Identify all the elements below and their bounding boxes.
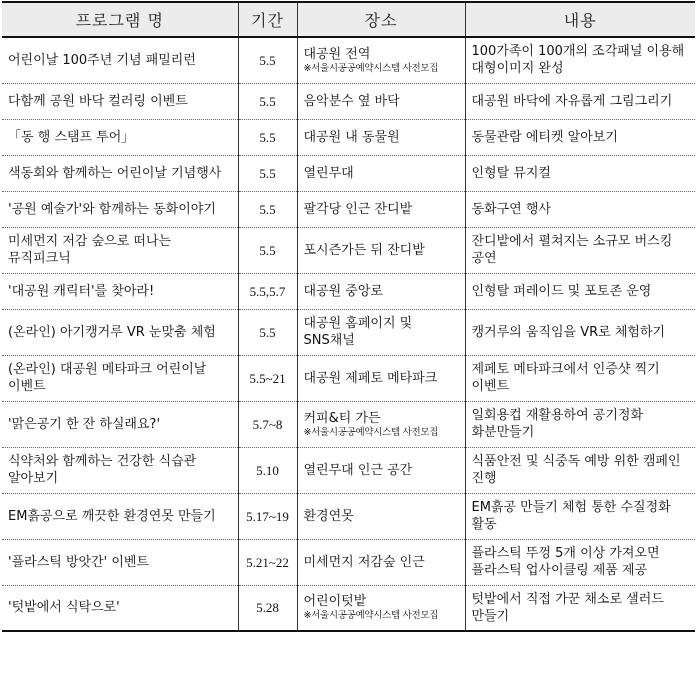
cell-period: 5.5 xyxy=(238,83,297,119)
cell-program: (온라인) 대공원 메타파크 어린이날 이벤트 xyxy=(2,355,238,401)
table-row xyxy=(2,83,695,119)
header-content: 내용 xyxy=(465,2,695,37)
cell-program: EM흙공으로 깨끗한 환경연못 만들기 xyxy=(2,493,238,539)
table-row xyxy=(2,355,695,401)
table-row xyxy=(2,309,695,355)
cell-content: 동물관람 에티켓 알아보기 xyxy=(465,119,695,155)
cell-content: 플라스틱 뚜껑 5개 이상 가져오면 플라스틱 업사이클링 제품 제공 xyxy=(465,539,695,585)
cell-program: 미세먼지 저감 숲으로 떠나는 뮤직피크닉 xyxy=(2,227,238,273)
cell-period: 5.5 xyxy=(238,37,297,83)
cell-place: 환경연못 xyxy=(297,493,465,539)
place-note: ※서울시공공예약시스템 사전모집 xyxy=(303,62,439,74)
cell-place: 열린무대 인근 공간 xyxy=(297,447,465,493)
cell-period: 5.5 xyxy=(238,119,297,155)
cell-period: 5.10 xyxy=(238,447,297,493)
program-table-container xyxy=(2,1,695,632)
cell-place: 음악분수 옆 바닥 xyxy=(297,83,465,119)
place-text: 어린이텃밭 xyxy=(303,594,367,610)
table-row xyxy=(2,37,695,83)
cell-period: 5.5 xyxy=(238,227,297,273)
cell-place: 미세먼지 저감숲 인근 xyxy=(297,539,465,585)
cell-program: 식약처와 함께하는 건강한 식습관 알아보기 xyxy=(2,447,238,493)
cell-program: '공원 예술가'와 함께하는 동화이야기 xyxy=(2,191,238,227)
header-program: 프로그램 명 xyxy=(2,2,238,37)
cell-program: 「동 행 스탬프 투어」 xyxy=(2,119,238,155)
program-table xyxy=(2,1,695,632)
cell-period: 5.5~21 xyxy=(238,355,297,401)
cell-content: 식품안전 및 식중독 예방 위한 캠페인 진행 xyxy=(465,447,695,493)
cell-place: 포시즌가든 뒤 잔디밭 xyxy=(297,227,465,273)
cell-program: 다함께 공원 바닥 컬러링 이벤트 xyxy=(2,83,238,119)
cell-place: 대공원 중앙로 xyxy=(297,273,465,309)
cell-content: 100가족이 100개의 조각패널 이용해 대형이미지 완성 xyxy=(465,37,695,83)
cell-period: 5.28 xyxy=(238,585,297,631)
cell-period: 5.5 xyxy=(238,191,297,227)
cell-program: '맑은공기 한 잔 하실래요?' xyxy=(2,401,238,447)
place-note: ※서울시공공예약시스템 사전모집 xyxy=(303,610,439,622)
cell-period: 5.5 xyxy=(238,309,297,355)
cell-period: 5.21~22 xyxy=(238,539,297,585)
cell-content: 제페토 메타파크에서 인증샷 찍기 이벤트 xyxy=(465,355,695,401)
cell-content: 동화구연 행사 xyxy=(465,191,695,227)
table-row xyxy=(2,539,695,585)
table-row xyxy=(2,191,695,227)
cell-period: 5.5,5.7 xyxy=(238,273,297,309)
table-row xyxy=(2,447,695,493)
cell-place: 대공원 홈페이지 및 SNS채널 xyxy=(297,309,465,355)
table-header xyxy=(2,2,695,37)
cell-period: 5.7~8 xyxy=(238,401,297,447)
cell-program: '플라스틱 방앗간' 이벤트 xyxy=(2,539,238,585)
cell-content: 인형탈 뮤지컬 xyxy=(465,155,695,191)
header-place: 장소 xyxy=(297,2,465,37)
table-row xyxy=(2,227,695,273)
cell-period: 5.17~19 xyxy=(238,493,297,539)
place-note: ※서울시공공예약시스템 사전모집 xyxy=(303,426,439,438)
cell-place xyxy=(297,401,465,447)
header-period: 기간 xyxy=(238,2,297,37)
table-row xyxy=(2,493,695,539)
cell-place xyxy=(297,37,465,83)
cell-place: 팔각당 인근 잔디밭 xyxy=(297,191,465,227)
cell-period: 5.5 xyxy=(238,155,297,191)
cell-program: '대공원 캐릭터'를 찾아라! xyxy=(2,273,238,309)
cell-place: 대공원 제페토 메타파크 xyxy=(297,355,465,401)
cell-content: EM흙공 만들기 체험 통한 수질정화 활동 xyxy=(465,493,695,539)
cell-content: 캥거루의 움직임을 VR로 체험하기 xyxy=(465,309,695,355)
cell-content: 잔디밭에서 펼쳐지는 소규모 버스킹 공연 xyxy=(465,227,695,273)
cell-content: 텃밭에서 직접 가꾼 채소로 샐러드 만들기 xyxy=(465,585,695,631)
cell-place: 대공원 내 동물원 xyxy=(297,119,465,155)
place-text: 커피&티 가든 xyxy=(303,410,381,426)
table-body xyxy=(2,37,695,631)
place-text: 대공원 전역 xyxy=(303,46,371,62)
table-row xyxy=(2,119,695,155)
cell-content: 인형탈 퍼레이드 및 포토존 운영 xyxy=(465,273,695,309)
cell-place xyxy=(297,585,465,631)
cell-place: 열린무대 xyxy=(297,155,465,191)
table-row xyxy=(2,155,695,191)
table-row xyxy=(2,401,695,447)
cell-content: 일회용컵 재활용하여 공기정화 화분만들기 xyxy=(465,401,695,447)
header-row xyxy=(2,2,695,37)
cell-program: '텃밭에서 식탁으로' xyxy=(2,585,238,631)
table-row xyxy=(2,273,695,309)
cell-program: (온라인) 아기캥거루 VR 눈맞춤 체험 xyxy=(2,309,238,355)
table-row xyxy=(2,585,695,631)
cell-content: 대공원 바닥에 자유롭게 그림그리기 xyxy=(465,83,695,119)
cell-program: 어린이날 100주년 기념 패밀리런 xyxy=(2,37,238,83)
cell-program: 색동회와 함께하는 어린이날 기념행사 xyxy=(2,155,238,191)
